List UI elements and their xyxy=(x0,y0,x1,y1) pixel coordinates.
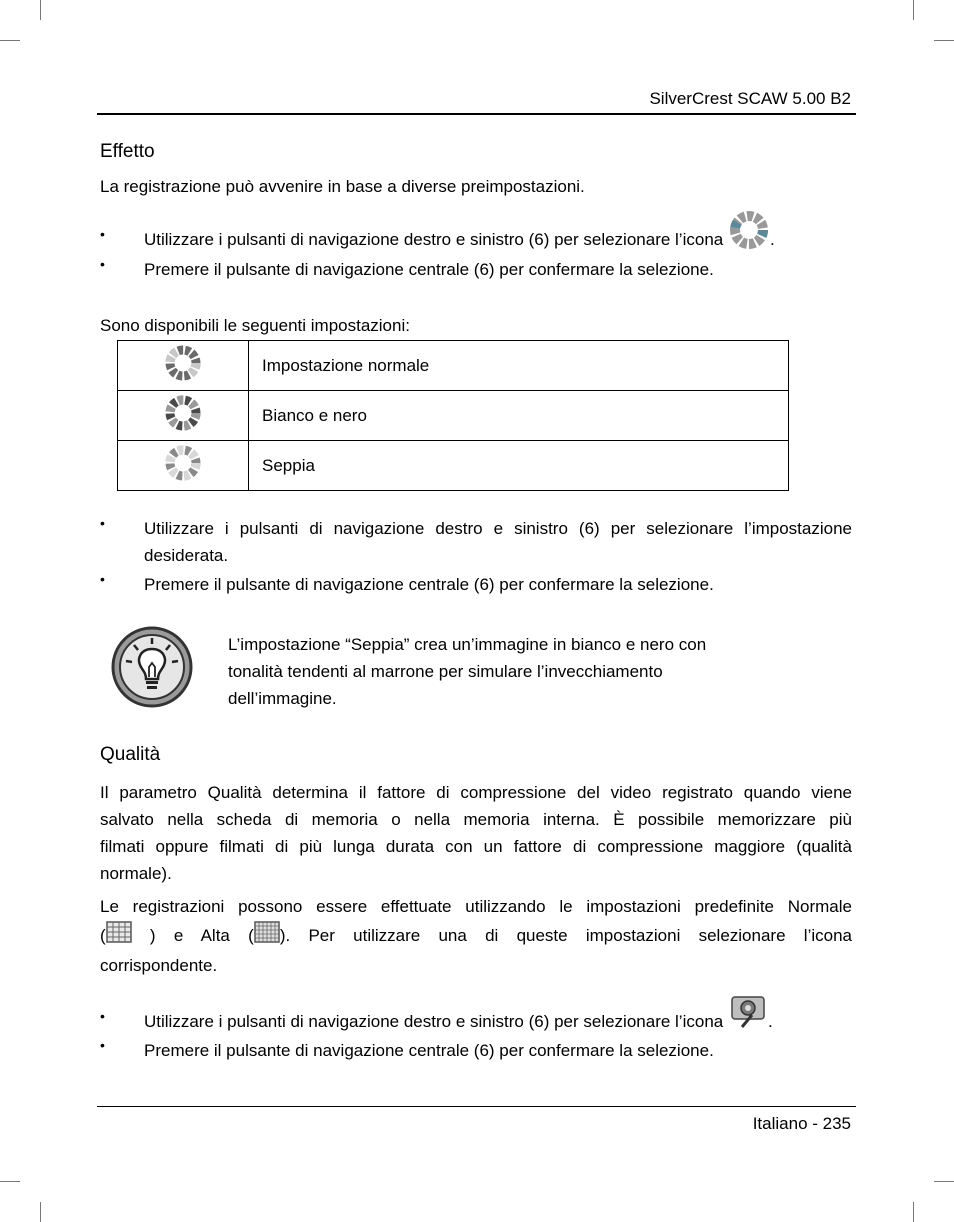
paragraph-line: Il parametro Qualità determina il fattore di compressione del video registrato quando viene xyxy=(100,783,852,802)
table-row xyxy=(118,341,789,391)
quality-high-icon xyxy=(254,921,280,943)
header-rule xyxy=(97,113,856,115)
bullet: • xyxy=(100,1008,105,1024)
bullet: • xyxy=(100,571,105,587)
table-row xyxy=(118,391,789,441)
crop-mark xyxy=(40,0,41,20)
quality-normal-icon xyxy=(106,921,132,943)
list-item-text: Premere il pulsante di navigazione centrale (6) per confermare la selezione. xyxy=(144,575,714,594)
qualita-paragraph-1 xyxy=(100,779,852,887)
table-row xyxy=(118,441,789,491)
setting-label: Seppia xyxy=(249,441,789,491)
crop-mark xyxy=(913,1202,914,1222)
setting-label: Bianco e nero xyxy=(249,391,789,441)
tip-line: dell’immagine. xyxy=(228,689,337,708)
lightbulb-icon xyxy=(110,625,194,709)
paragraph-line: filmati oppure filmati di più lunga durata con un fattore di compressione maggiore (qualità xyxy=(100,837,852,856)
paragraph-line: normale). xyxy=(100,864,172,883)
crop-mark xyxy=(934,40,954,41)
crop-mark xyxy=(0,1181,20,1182)
effect-bw-icon xyxy=(162,393,204,433)
crop-mark xyxy=(0,40,20,41)
paragraph-line: salvato nella scheda di memoria o nella memoria interna. È possibile memorizzare più xyxy=(100,810,852,829)
list-item-text: Premere il pulsante di navigazione centrale (6) per confermare la selezione. xyxy=(144,260,714,279)
tip-line: L’impostazione “Seppia” crea un’immagine in bianco e nero con xyxy=(228,635,707,654)
section-title-qualita: Qualità xyxy=(100,744,161,765)
section-title-effetto: Effetto xyxy=(100,141,155,162)
table-intro: Sono disponibili le seguenti impostazioni: xyxy=(100,316,410,335)
bullet: • xyxy=(100,1037,105,1053)
list-item-text: Utilizzare i pulsanti di navigazione destro e sinistro (6) per selezionare l’impostazione xyxy=(144,519,852,538)
list-item-text: desiderata. xyxy=(144,546,229,565)
qualita-paragraph-2 xyxy=(100,893,852,979)
bullet: • xyxy=(100,256,105,272)
list-item-text: Utilizzare i pulsanti di navigazione destro e sinistro (6) per selezionare l’icona xyxy=(144,1012,724,1031)
tip-line: tonalità tendenti al marrone per simulare l’invecchiamento xyxy=(228,662,663,681)
header-product: SilverCrest SCAW 5.00 B2 xyxy=(649,89,851,108)
page-number: Italiano - 235 xyxy=(752,1114,851,1133)
bullet: • xyxy=(100,226,105,242)
list-item xyxy=(100,515,852,569)
paragraph-line: Le registrazioni possono essere effettuate utilizzando le impostazioni predefinite Normale xyxy=(100,897,852,916)
effect-normal-icon xyxy=(162,343,204,383)
effect-sepia-icon xyxy=(162,443,204,483)
tip-text xyxy=(228,631,788,712)
quality-icon xyxy=(728,993,768,1031)
setting-label: Impostazione normale xyxy=(249,341,789,391)
crop-mark xyxy=(40,1202,41,1222)
effect-icon xyxy=(728,210,770,250)
paragraph-line: corrispondente. xyxy=(100,956,218,975)
list-item-text: Utilizzare i pulsanti di navigazione destro e sinistro (6) per selezionare l’icona xyxy=(144,230,724,249)
paragraph-line: ( ) e Alta ( ). Per utilizzare una di queste impostazioni selezionare l’icona xyxy=(100,920,852,952)
crop-mark xyxy=(913,0,914,20)
list-item-text: Premere il pulsante di navigazione centrale (6) per confermare la selezione. xyxy=(144,1041,714,1060)
settings-table xyxy=(117,340,789,491)
effetto-intro: La registrazione può avvenire in base a diverse preimpostazioni. xyxy=(100,177,585,196)
bullet: • xyxy=(100,515,105,531)
crop-mark xyxy=(934,1181,954,1182)
footer-rule xyxy=(97,1106,856,1107)
